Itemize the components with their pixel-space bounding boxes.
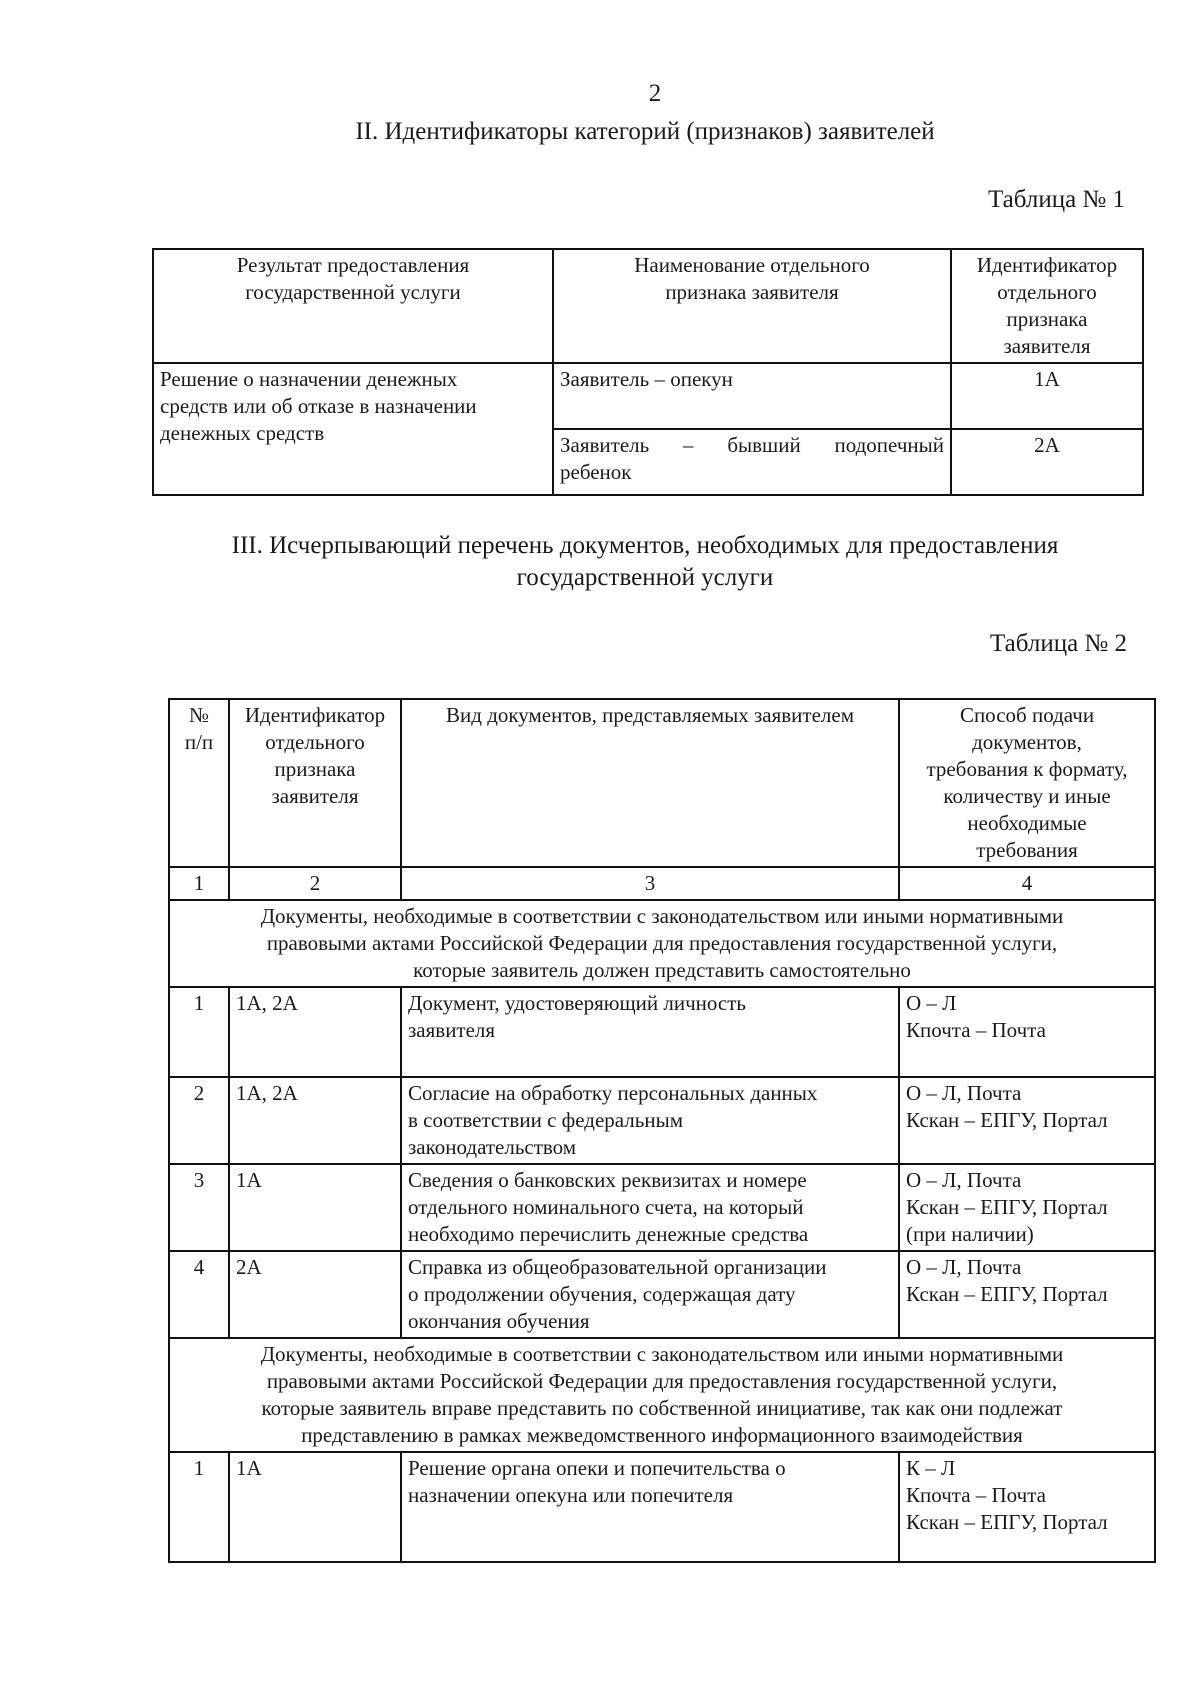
cell-text: назначении опекуна или попечителя — [408, 1483, 734, 1507]
cell-text: Кскан – ЕПГУ, Портал — [906, 1282, 1108, 1306]
cell-text: денежных средств — [160, 421, 325, 445]
table-1-id-cell — [951, 429, 1143, 495]
header-text: Способ подачи — [959, 703, 1095, 727]
row-number: 4 — [169, 1251, 229, 1338]
table-1-header-result — [153, 249, 553, 363]
row-document — [401, 1251, 899, 1338]
row-document — [401, 1077, 899, 1164]
row-number: 1 — [169, 987, 229, 1077]
row-identifier: 1А, 2А — [229, 1077, 401, 1164]
row-method — [899, 1164, 1155, 1251]
table-row — [169, 987, 1155, 1077]
group-text: которые заявитель должен представить самостоятельно — [413, 958, 911, 982]
header-text: Наименование отдельного — [634, 253, 870, 277]
cell-text: Документ, удостоверяющий личность — [408, 991, 746, 1015]
cell-text: К – Л — [906, 1456, 956, 1480]
header-text: Результат предоставления — [236, 253, 470, 277]
header-text: отдельного — [265, 730, 365, 754]
row-method — [899, 1452, 1155, 1562]
table-row — [169, 1164, 1155, 1251]
cell-text: необходимо перечислить денежные средства — [408, 1222, 809, 1246]
table-1-header-id — [951, 249, 1143, 363]
row-number: 1 — [169, 1452, 229, 1562]
table-1-label: Таблица № 1 — [988, 186, 1126, 213]
cell-text: Кпочта – Почта — [906, 1018, 1046, 1042]
group-heading — [169, 900, 1155, 987]
cell-text: отдельного номинального счета, на который — [408, 1195, 804, 1219]
row-document — [401, 1452, 899, 1562]
header-text: Идентификатор — [244, 703, 386, 727]
row-identifier: 1А — [229, 1452, 401, 1562]
header-text: количеству и иные — [943, 784, 1111, 808]
table-2-documents — [168, 698, 1156, 1563]
cell-text: заявителя — [408, 1018, 496, 1042]
row-number: 2 — [169, 1077, 229, 1164]
cell-text: Решение органа опеки и попечительства о — [408, 1456, 786, 1480]
table-2-group-2-header — [169, 1338, 1155, 1452]
table-2-group-1-header — [169, 900, 1155, 987]
header-text: Вид документов, представляемых заявителем — [446, 703, 854, 727]
cell-text: Согласие на обработку персональных данных — [408, 1081, 818, 1105]
table-2-header-id — [229, 699, 401, 867]
table-1-header-name — [553, 249, 951, 363]
column-number: 1 — [169, 867, 229, 900]
row-identifier: 2А — [229, 1251, 401, 1338]
table-2-header-row — [169, 699, 1155, 867]
row-method — [899, 1077, 1155, 1164]
cell-text: Кскан – ЕПГУ, Портал — [906, 1195, 1108, 1219]
group-text: Документы, необходимые в соответствии с законодательством или иными нормативными — [260, 1342, 1064, 1366]
cell-text: Заявитель – бывший подопечный — [560, 433, 944, 457]
cell-text: в соответствии с федеральным — [408, 1108, 683, 1132]
table-1-applicant-categories — [152, 248, 1144, 496]
cell-text: О – Л — [906, 991, 957, 1015]
table-1-result-cell — [153, 363, 553, 495]
header-text: заявителя — [271, 784, 359, 808]
cell-text: ребенок — [560, 460, 632, 484]
cell-text: 2А — [1034, 433, 1060, 457]
cell-text: Справка из общеобразовательной организации — [408, 1255, 827, 1279]
row-document — [401, 1164, 899, 1251]
group-text: Документы, необходимые в соответствии с законодательством или иными нормативными — [260, 904, 1064, 928]
cell-text: Кпочта – Почта — [906, 1483, 1046, 1507]
table-2-label: Таблица № 2 — [990, 630, 1128, 657]
header-text: признака заявителя — [665, 280, 839, 304]
header-text: п/п — [184, 730, 214, 754]
header-text: признака — [274, 757, 356, 781]
cell-text: законодательством — [408, 1135, 577, 1159]
table-1-name-cell — [553, 363, 951, 429]
column-number: 3 — [401, 867, 899, 900]
page-number: 2 — [648, 80, 662, 107]
header-text: Идентификатор — [976, 253, 1118, 277]
header-text: отдельного — [997, 280, 1097, 304]
header-text: требования — [976, 838, 1078, 862]
table-1-id-cell — [951, 363, 1143, 429]
table-row — [169, 1452, 1155, 1562]
group-text: представлению в рамках межведомственного информационного взаимодействия — [301, 1423, 1023, 1447]
table-2-column-numbers — [169, 867, 1155, 900]
cell-text: средств или об отказе в назначении — [160, 394, 477, 418]
cell-text: Кскан – ЕПГУ, Портал — [906, 1108, 1108, 1132]
section-3-title — [150, 530, 1140, 594]
cell-text: Заявитель – опекун — [560, 367, 733, 391]
group-text: которые заявитель вправе представить по собственной инициативе, так как они подлежат — [261, 1396, 1063, 1420]
cell-text: о продолжении обучения, содержащая дату — [408, 1282, 796, 1306]
table-row — [169, 1251, 1155, 1338]
header-text: документов, — [972, 730, 1082, 754]
title-text: государственной услуги — [516, 564, 774, 591]
row-method — [899, 1251, 1155, 1338]
row-number: 3 — [169, 1164, 229, 1251]
cell-text: О – Л, Почта — [906, 1081, 1022, 1105]
table-1-name-cell — [553, 429, 951, 495]
cell-text: О – Л, Почта — [906, 1168, 1022, 1192]
table-1-header-row — [153, 249, 1143, 363]
table-2-header-method — [899, 699, 1155, 867]
title-text: III. Исчерпывающий перечень документов, необходимых для предоставления — [231, 532, 1059, 559]
header-text: заявителя — [1003, 334, 1091, 358]
table-2-header-num — [169, 699, 229, 867]
group-heading — [169, 1338, 1155, 1452]
cell-text: (при наличии) — [906, 1222, 1034, 1246]
row-document — [401, 987, 899, 1077]
cell-text: О – Л, Почта — [906, 1255, 1022, 1279]
section-2-title: II. Идентификаторы категорий (признаков) заявителей — [355, 118, 935, 145]
row-identifier: 1А, 2А — [229, 987, 401, 1077]
cell-text: Решение о назначении денежных — [160, 367, 458, 391]
cell-text: окончания обучения — [408, 1309, 590, 1333]
column-number: 2 — [229, 867, 401, 900]
header-text: признака — [1006, 307, 1088, 331]
table-row — [153, 363, 1143, 429]
column-number: 4 — [899, 867, 1155, 900]
header-text: государственной услуги — [245, 280, 461, 304]
header-text: необходимые — [967, 811, 1087, 835]
cell-text: Сведения о банковских реквизитах и номере — [408, 1168, 807, 1192]
header-text: требования к формату, — [926, 757, 1128, 781]
table-2-header-doc-type — [401, 699, 899, 867]
row-method — [899, 987, 1155, 1077]
cell-text: Кскан – ЕПГУ, Портал — [906, 1510, 1108, 1534]
group-text: правовыми актами Российской Федерации для предоставления государственной услуги, — [266, 1369, 1058, 1393]
row-identifier: 1А — [229, 1164, 401, 1251]
cell-text: 1А — [1034, 367, 1060, 391]
header-text: № — [188, 703, 210, 727]
group-text: правовыми актами Российской Федерации для предоставления государственной услуги, — [266, 931, 1058, 955]
table-row — [169, 1077, 1155, 1164]
